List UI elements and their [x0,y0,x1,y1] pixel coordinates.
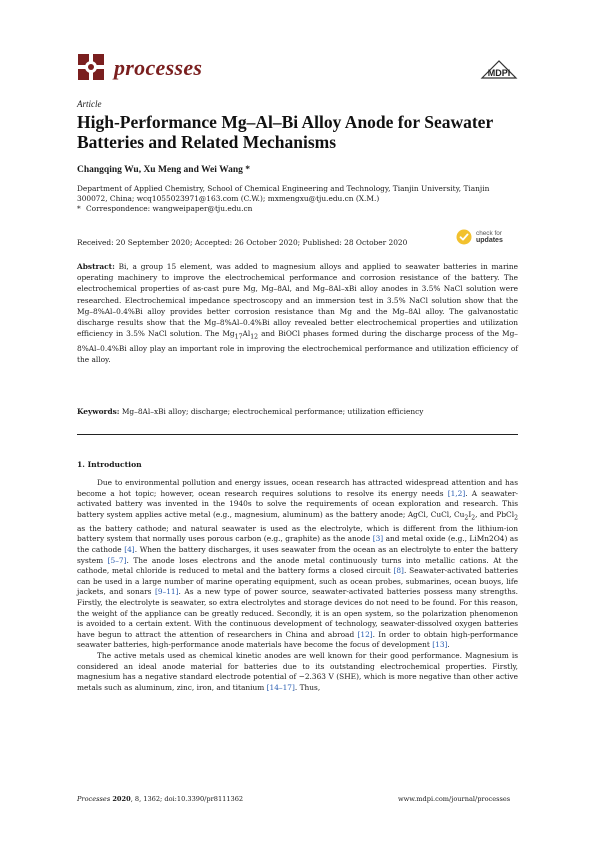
citation-link[interactable]: [1,2] [447,488,466,498]
journal-name: processes [114,55,203,80]
keywords [77,407,518,416]
section-divider [77,434,518,435]
asterisk: * [77,204,81,213]
journal-logo-icon [77,53,105,81]
publication-dates: Received: 20 September 2020; Accepted: 26 October 2020; Published: 28 October 2020 [77,238,408,247]
text: I [468,509,472,519]
abstract-subscript: 17 [234,333,243,341]
text: Due to environmental pollution and energy issues, ocean research has attracted widespread attention and has become a hot topic; however, ocean research requires solutions to resolve its energy needs [77,478,518,498]
introduction-body [77,478,518,693]
check-updates-icon [456,229,472,245]
footer-journal: Processes [77,795,111,803]
subscript: 2 [514,514,518,522]
authors: Changqing Wu, Xu Meng and Wei Wang * [77,165,250,175]
text: . Thus, [294,682,321,692]
keywords-label: Keywords: [77,407,120,416]
text: . A seawater-activated battery was invented in the 1940s to solve the requirements of ocean exploration and research. This battery system applies active metal (e.g., magnesium, aluminum) as the battery anode; AgCl, CuCl, Cu [77,488,518,519]
text: The active metals used as chemical kinetic anodes are well known for their good performance. Magnesium is considered an ideal anode material for batteries due to its outstanding electrochemical properties. Firstly, magnesium has a negative standard electrode potential of −2.363 V (SHE), which is more negative than other active metals such as aluminum, zinc, iron, and titanium [77,650,518,692]
text: . The anode loses electrons and the anode metal continuously turns into metallic cations. At the cathode, metal chloride is reduced to metal and the battery forms a closed circuit [77,555,518,576]
footer-year: 2020 [112,795,131,803]
citation-link[interactable]: [9–11] [154,587,179,597]
abstract-text: Al [242,329,251,339]
citation-link[interactable]: [14–17] [266,682,295,692]
abstract [77,261,518,365]
citation-link[interactable]: [3] [372,534,384,544]
article-title: High-Performance Mg–Al–Bi Alloy Anode for Seawater Batteries and Related Mechanisms [77,112,493,152]
text: , and PbCl [475,509,515,519]
text: and metal oxide (e.g., LiMn2O4) as the cathode [77,534,518,555]
abstract-text: and BiOCl phases formed during the discharge process of the Mg–8%Al–0.4%Bi alloy play an important role in improving the electrochemical performance and utilization efficiency of the alloy. [77,329,518,365]
citation-link[interactable]: [8] [393,566,404,576]
correspondence: Correspondence: wangweipaper@tju.edu.cn [86,204,253,213]
citation-link[interactable]: [5–7] [107,555,127,565]
abstract-text: Bi, a group 15 element, was added to magnesium alloys and applied to seawater batteries in marine operating machinery to improve the electrochemical performance and corrosion resistance of the battery. The electrochemical properties of as-cast pure Mg, Mg–8Al, and Mg–8Al–xBi alloy anodes in 3.5% NaCl solution were researched. Electrochemical impedance spectroscopy and an immersion test in 3.5% NaCl solution show that the Mg–8%Al–0.4%Bi alloy provides better corrosion resistance than Mg and the Mg–8Al alloy. The galvanostatic discharge results show that the Mg–8%Al–0.4%Bi alloy revealed better electrochemical properties and utilization efficiency in 3.5% NaCl solution. The Mg [77,262,518,339]
check-updates-line1: check for [476,230,502,237]
affiliation: Department of Applied Chemistry, School of Chemical Engineering and Technology, Tianjin University, Tianjin 300072, China; wcq1055023971@163.com (C.W.); mxmengxu@tju.edu.cn (X.M.) [77,184,490,203]
citation-link[interactable]: [4] [124,545,135,555]
abstract-label: Abstract: [77,262,115,271]
paragraph [77,478,518,651]
mdpi-logo-text: MDPI [487,68,511,78]
footer-doi: , 8, 1362; doi:10.3390/pr8111362 [130,795,244,803]
correspondence-line [77,204,497,214]
footer-citation [77,795,243,803]
text: . As a new type of power source, seawater-activated batteries possess many strengths. Firstly, the electrolyte is seawater, so extra electrolytes and storage devices do not need to be found. For this reason, the weight of the appliance can be greatly reduced. Secondly, it is an open system, so the polarization phenomenon is avoided to a certain extent. With the continuous development of technology, seawater-dissolved oxygen batteries have begun to attract the attention of researchers in China and abroad [77,587,518,639]
footer-url[interactable]: www.mdpi.com/journal/processes [398,795,511,803]
text: . In order to obtain high-performance seawater batteries, high-performance anode materials have become the focus of development [77,629,518,650]
citation-link[interactable]: [13] [432,640,448,650]
section-heading: 1. Introduction [77,460,142,469]
check-for-updates-button[interactable] [456,228,518,246]
citation-link[interactable]: [12] [357,629,373,639]
check-updates-line2: updates [476,237,503,244]
text: . When the battery discharges, it uses seawater from the ocean as an electrolyte to enter the battery system [77,545,518,565]
keywords-text: Mg–8Al–xBi alloy; discharge; electrochemical performance; utilization efficiency [119,407,424,416]
paragraph [77,651,518,693]
check-updates-label [476,230,503,244]
article-type: Article [77,99,102,109]
text: . Seawater-activated batteries can be used in a large number of marine operating equipment, such as ocean probes, submarines, ocean buoys, life jackets, and sonars [77,566,519,597]
text: as the battery cathode; and natural seawater is used as the electrolyte, which is different from the lithium-ion battery system that normally uses porous carbon (e.g., graphite) as the anode [77,523,518,544]
text: . [447,640,450,650]
abstract-subscript: 12 [250,333,259,341]
subscript: 2 [464,514,469,522]
affiliation-block [77,184,497,214]
subscript: 2 [471,514,476,522]
mdpi-logo [480,60,518,80]
